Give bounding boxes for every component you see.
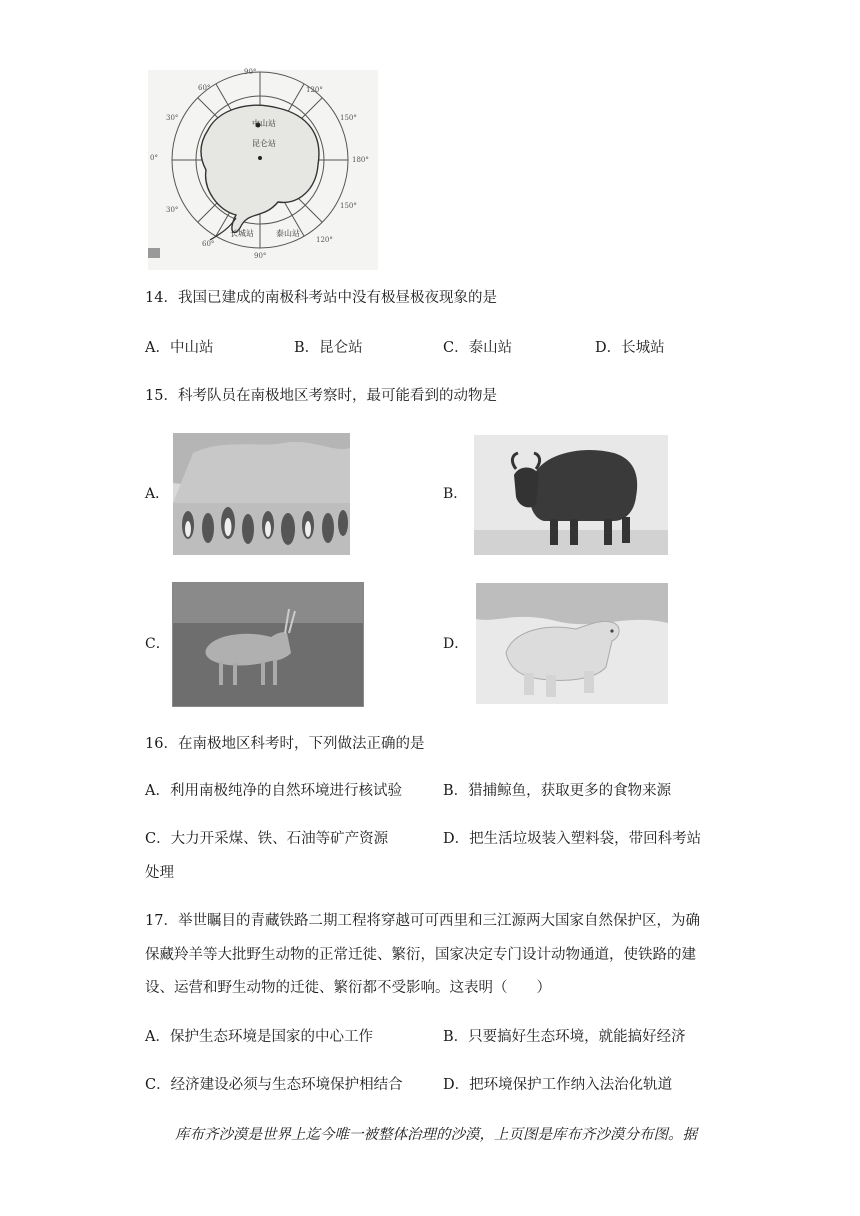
lon-label: 0°: [150, 154, 158, 162]
q15-option-d-label[interactable]: D．: [443, 636, 469, 652]
lon-label: 150°: [340, 202, 357, 210]
q16-option-d[interactable]: D．把生活垃圾装入塑料袋，带回科考站: [443, 831, 702, 847]
q14-option-c[interactable]: C．泰山站: [443, 340, 513, 356]
lon-label: 90°: [254, 252, 267, 260]
penguin-image: [173, 433, 350, 555]
footer-paragraph: 库布齐沙漠是世界上迄今唯一被整体治理的沙漠，上页图是库布齐沙漠分布图。据: [175, 1127, 697, 1143]
q15-option-b-label[interactable]: B．: [443, 486, 468, 502]
lon-label: 180°: [352, 156, 369, 164]
q14-option-b[interactable]: B．昆仑站: [294, 340, 363, 356]
q17-option-b[interactable]: B．只要搞好生态环境，就能搞好经济: [443, 1029, 686, 1045]
q17-stem-line-3: 设、运营和野生动物的迁徙、繁衍都不受影响。这表明（ ）: [145, 980, 551, 996]
q17-stem-line-2: 保藏羚羊等大批野生动物的正常迁徙、繁衍，国家决定专门设计动物通道，使铁路的建: [145, 947, 696, 963]
lon-label: 120°: [316, 236, 333, 244]
lon-label: 150°: [340, 114, 357, 122]
antelope-photo[interactable]: [172, 582, 364, 707]
q17-stem-line-1: 17．举世瞩目的青藏铁路二期工程将穿越可可西里和三江源两大国家自然保护区，为确: [145, 913, 700, 929]
station-label: 中山站: [252, 119, 276, 128]
lon-label: 60°: [202, 240, 215, 248]
lon-label: 30°: [166, 206, 179, 214]
q16-option-b[interactable]: B．猎捕鲸鱼，获取更多的食物来源: [443, 783, 672, 799]
polar-bear-image: [476, 583, 668, 704]
q15-stem: 15．科考队员在南极地区考察时，最可能看到的动物是: [145, 388, 497, 404]
q17-option-c[interactable]: C．经济建设必须与生态环境保护相结合: [145, 1077, 403, 1093]
map-graphic: [148, 70, 378, 270]
station-label: 长城站: [230, 229, 254, 238]
q14-stem: 14．我国已建成的南极科考站中没有极昼极夜现象的是: [145, 290, 497, 306]
station-label: 昆仑站: [252, 139, 276, 148]
q15-option-a-label[interactable]: A．: [145, 486, 170, 502]
penguin-photo[interactable]: [173, 433, 350, 555]
lon-label: 120°: [306, 86, 323, 94]
antarctica-map: [148, 70, 378, 270]
polar-bear-photo[interactable]: [476, 583, 668, 704]
q14-option-d[interactable]: D．长城站: [595, 340, 665, 356]
station-label: 泰山站: [276, 229, 300, 238]
yak-photo[interactable]: [474, 435, 668, 555]
yak-image: [474, 435, 668, 555]
lon-label: 90°: [244, 68, 257, 76]
q17-option-d[interactable]: D．把环境保护工作纳入法治化轨道: [443, 1077, 673, 1093]
q16-option-c[interactable]: C．大力开采煤、铁、石油等矿产资源: [145, 831, 389, 847]
q16-option-d-continued: 处理: [145, 865, 174, 881]
lon-label: 60°: [198, 84, 211, 92]
antelope-image: [173, 583, 363, 706]
q17-option-a[interactable]: A．保护生态环境是国家的中心工作: [145, 1029, 373, 1045]
q16-option-a[interactable]: A．利用南极纯净的自然环境进行核试验: [145, 783, 402, 799]
lon-label: 30°: [166, 114, 179, 122]
q14-option-a[interactable]: A．中山站: [145, 340, 214, 356]
q16-stem: 16．在南极地区科考时，下列做法正确的是: [145, 736, 425, 752]
q15-option-c-label[interactable]: C．: [145, 636, 170, 652]
